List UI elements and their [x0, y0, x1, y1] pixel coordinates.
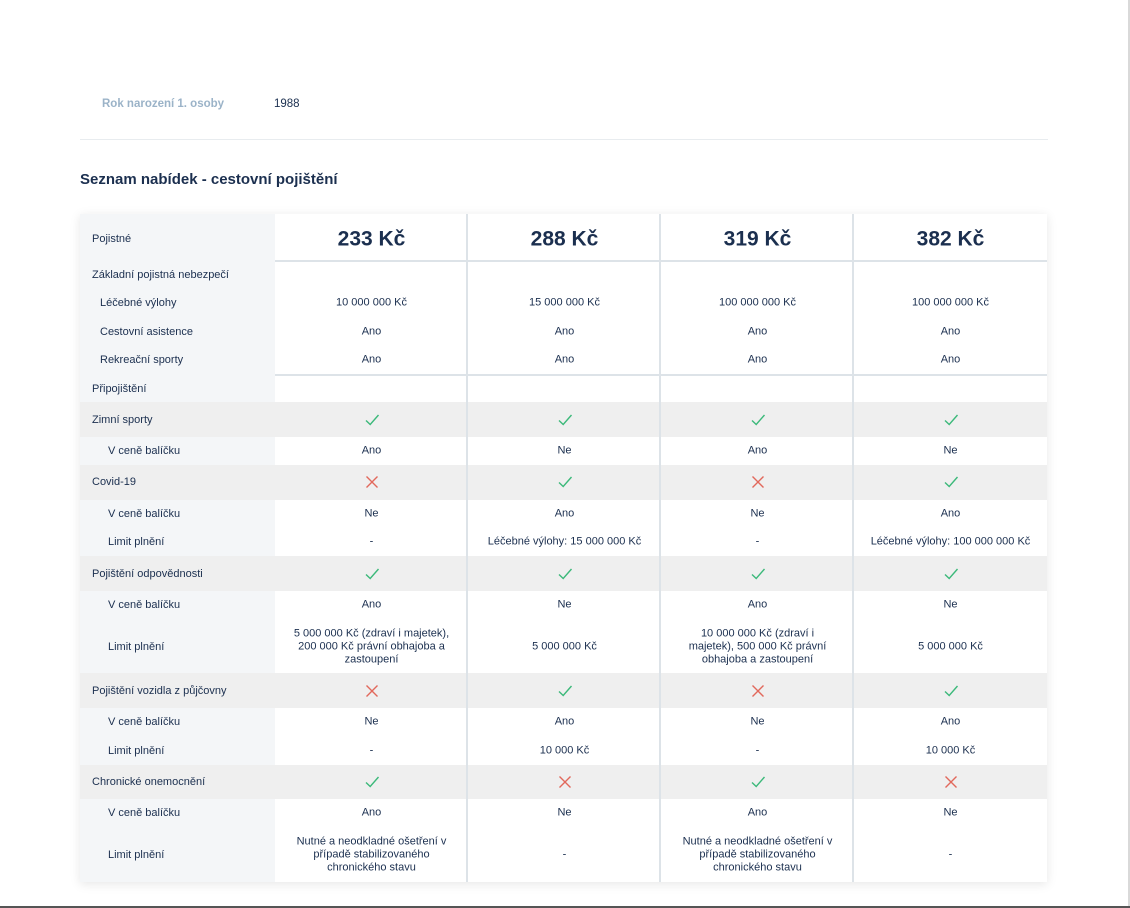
row-label-pripojisteni: Připojištění: [92, 383, 147, 395]
cross-icon: [750, 683, 766, 699]
offer-cell-zimni-v-cene: Ne: [557, 444, 572, 457]
offer-cell-rekreacni: Ano: [361, 353, 382, 366]
offer-cell-zimni-v-cene: Ano: [361, 444, 382, 457]
row-label-rekreacni: Rekreační sporty: [100, 354, 184, 366]
offer-price: 319 Kč: [723, 227, 792, 251]
offer-cell-covid-v-cene: Ne: [364, 507, 379, 520]
row-label-zimni: Zimní sporty: [92, 414, 153, 426]
offers-comparison-table: [80, 214, 1047, 882]
offer-cell-voz-v-cene: Ano: [940, 715, 961, 728]
row-label-v-cene: V ceně balíčku: [108, 716, 181, 728]
offer-cell-odp-limit: 5 000 000 Kč (zdraví i majetek), 200 000 Kč právní obhajoba a zastoupení: [293, 627, 450, 666]
offer-cell-lecebne: 100 000 000 Kč: [911, 296, 990, 309]
offer-cell-rekreacni: Ano: [554, 353, 575, 366]
offer-cell-odp-v-cene: Ne: [943, 598, 958, 611]
row-label-limit: Limit plnění: [108, 849, 165, 861]
offer-cell-lecebne: 10 000 000 Kč: [336, 296, 407, 309]
offer-cell-chr-limit: -: [948, 848, 953, 861]
row-label-chronicke: Chronické onemocnění: [92, 776, 206, 788]
offer-cell-odp-v-cene: Ano: [361, 598, 382, 611]
check-icon: [943, 566, 959, 582]
page-title: Seznam nabídek - cestovní pojištění: [80, 171, 338, 188]
row-label-pojistne: Pojistné: [92, 233, 132, 245]
offer-cell-asistence: Ano: [361, 325, 382, 338]
row-label-v-cene: V ceně balíčku: [108, 508, 181, 520]
offer-cell-covid-limit: -: [755, 535, 760, 548]
cross-icon: [364, 474, 380, 490]
row-label-asistence: Cestovní asistence: [100, 326, 193, 338]
offer-cell-voz-v-cene: Ne: [750, 715, 765, 728]
offer-cell-voz-limit: -: [369, 744, 374, 757]
offer-cell-voz-limit: 10 000 Kč: [925, 744, 976, 757]
cross-icon: [943, 774, 959, 790]
cross-icon: [364, 683, 380, 699]
check-icon: [750, 412, 766, 428]
check-icon: [364, 774, 380, 790]
offer-cell-voz-limit: -: [755, 744, 760, 757]
offer-cell-odp-limit: 5 000 000 Kč: [918, 640, 983, 653]
birth-year-value: 1988: [274, 98, 300, 110]
check-icon: [557, 683, 573, 699]
row-label-odpovednost: Pojištění odpovědnosti: [92, 568, 203, 580]
offer-cell-covid-limit: -: [369, 535, 374, 548]
offer-cell-chr-limit: -: [562, 848, 567, 861]
offer-cell-covid-v-cene: Ne: [750, 507, 765, 520]
offer-cell-covid-v-cene: Ano: [554, 507, 575, 520]
offer-cell-rekreacni: Ano: [747, 353, 768, 366]
offer-cell-odp-limit: 10 000 000 Kč (zdraví i majetek), 500 000 Kč právní obhajoba a zastoupení: [688, 627, 827, 666]
birth-year-label: Rok narození 1. osoby: [102, 98, 225, 110]
offer-cell-asistence: Ano: [747, 325, 768, 338]
check-icon: [557, 474, 573, 490]
offer-cell-chr-v-cene: Ano: [747, 806, 768, 819]
offer-cell-lecebne: 100 000 000 Kč: [718, 296, 797, 309]
row-label-lecebne: Léčebné výlohy: [100, 297, 177, 309]
offer-cell-odp-v-cene: Ano: [747, 598, 768, 611]
offer-cell-lecebne: 15 000 000 Kč: [529, 296, 600, 309]
row-label-zakladni: Základní pojistná nebezpečí: [92, 269, 229, 281]
offer-cell-covid-limit: Léčebné výlohy: 100 000 000 Kč: [870, 535, 1031, 548]
row-label-limit: Limit plnění: [108, 536, 165, 548]
offer-cell-chr-v-cene: Ano: [361, 806, 382, 819]
offer-cell-asistence: Ano: [554, 325, 575, 338]
offer-cell-voz-v-cene: Ano: [554, 715, 575, 728]
offer-price: 233 Kč: [337, 227, 406, 251]
check-icon: [750, 774, 766, 790]
offer-price: 382 Kč: [916, 227, 985, 251]
check-icon: [943, 412, 959, 428]
row-label-v-cene: V ceně balíčku: [108, 445, 181, 457]
offer-price: 288 Kč: [530, 227, 599, 251]
row-label-vozidlo: Pojištění vozidla z půjčovny: [92, 685, 227, 697]
cross-icon: [750, 474, 766, 490]
offer-cell-odp-limit: 5 000 000 Kč: [532, 640, 597, 653]
row-label-limit: Limit plnění: [108, 641, 165, 653]
offer-cell-voz-v-cene: Ne: [364, 715, 379, 728]
check-icon: [364, 412, 380, 428]
offer-cell-odp-v-cene: Ne: [557, 598, 572, 611]
offer-cell-chr-limit: Nutné a neodkladné ošetření v případě stabilizovaného chronického stavu: [296, 835, 447, 874]
offer-cell-zimni-v-cene: Ne: [943, 444, 958, 457]
check-icon: [364, 566, 380, 582]
row-divider: [275, 374, 1047, 376]
offer-cell-asistence: Ano: [940, 325, 961, 338]
check-icon: [943, 683, 959, 699]
offer-cell-chr-v-cene: Ne: [943, 806, 958, 819]
cross-icon: [557, 774, 573, 790]
offer-cell-chr-v-cene: Ne: [557, 806, 572, 819]
check-icon: [557, 412, 573, 428]
check-icon: [943, 474, 959, 490]
row-divider: [275, 260, 1047, 262]
divider: [80, 139, 1048, 140]
offer-cell-covid-limit: Léčebné výlohy: 15 000 000 Kč: [487, 535, 642, 548]
offer-cell-covid-v-cene: Ano: [940, 507, 961, 520]
row-label-v-cene: V ceně balíčku: [108, 599, 181, 611]
offer-cell-chr-limit: Nutné a neodkladné ošetření v případě stabilizovaného chronického stavu: [682, 835, 833, 874]
offer-cell-rekreacni: Ano: [940, 353, 961, 366]
offer-cell-voz-limit: 10 000 Kč: [539, 744, 590, 757]
check-icon: [750, 566, 766, 582]
row-label-covid: Covid-19: [92, 476, 137, 488]
offer-cell-zimni-v-cene: Ano: [747, 444, 768, 457]
row-label-v-cene: V ceně balíčku: [108, 807, 181, 819]
row-label-limit: Limit plnění: [108, 745, 165, 757]
check-icon: [557, 566, 573, 582]
